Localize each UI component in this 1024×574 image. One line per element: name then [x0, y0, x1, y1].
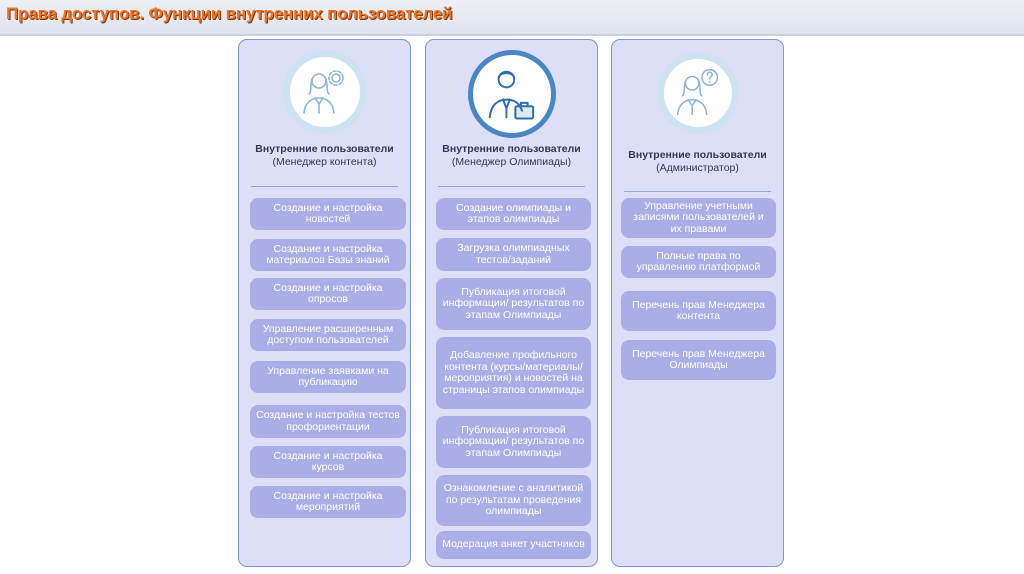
woman-question-icon	[657, 52, 739, 134]
man-briefcase-icon	[468, 50, 556, 138]
function-item: Перечень прав Менеджера контента	[621, 291, 776, 331]
function-item: Публикация итоговой информации/ результатов по этапам Олимпиады	[436, 416, 591, 468]
column-heading-text: Внутренние пользователи	[442, 143, 581, 155]
divider	[438, 186, 585, 187]
header-bar	[0, 0, 1024, 36]
column-role: (Администратор)	[656, 162, 739, 174]
function-item: Добавление профильного контента (курсы/материалы/ мероприятия) и новостей на страницы этапов олимпиады	[436, 337, 591, 409]
function-item: Полные права по управлению платформой	[621, 246, 776, 278]
function-item: Создание и настройка опросов	[250, 278, 406, 310]
function-item: Модерация анкет участников	[436, 531, 591, 559]
divider	[251, 186, 398, 187]
column-olympiad-manager	[425, 39, 598, 567]
function-item: Создание и настройка материалов Базы знаний	[250, 239, 406, 271]
function-item: Управление заявками на публикацию	[250, 361, 406, 393]
column-content-manager	[238, 39, 411, 567]
column-heading	[612, 149, 783, 175]
function-item: Управление расширенным доступом пользователей	[250, 319, 406, 351]
function-item: Управление учетными записями пользователей и их правами	[621, 198, 776, 238]
function-item: Создание олимпиады и этапов олимпиады	[436, 198, 591, 230]
column-administrator	[611, 39, 784, 567]
column-heading-text: Внутренние пользователи	[255, 143, 394, 155]
woman-gear-icon	[283, 50, 367, 134]
column-heading	[239, 143, 410, 169]
function-item: Создание и настройка тестов профориентации	[250, 405, 406, 438]
function-item: Публикация итоговой информации/ результатов по этапам Олимпиады	[436, 278, 591, 330]
column-heading	[426, 143, 597, 169]
page-title: Права доступов. Функции внутренних пользователей	[6, 4, 453, 23]
function-item: Перечень прав Менеджера Олимпиады	[621, 340, 776, 380]
column-heading-text: Внутренние пользователи	[628, 149, 767, 161]
function-item: Загрузка олимпиадных тестов/заданий	[436, 238, 591, 271]
divider	[624, 191, 771, 192]
function-item: Создание и настройка мероприятий	[250, 486, 406, 518]
function-item: Создание и настройка курсов	[250, 446, 406, 478]
column-role: (Менеджер контента)	[272, 156, 377, 168]
column-role: (Менеджер Олимпиады)	[451, 156, 572, 168]
function-item: Создание и настройка новостей	[250, 198, 406, 230]
function-item: Ознакомление с аналитикой по результатам проведения олимпиады	[436, 475, 591, 526]
